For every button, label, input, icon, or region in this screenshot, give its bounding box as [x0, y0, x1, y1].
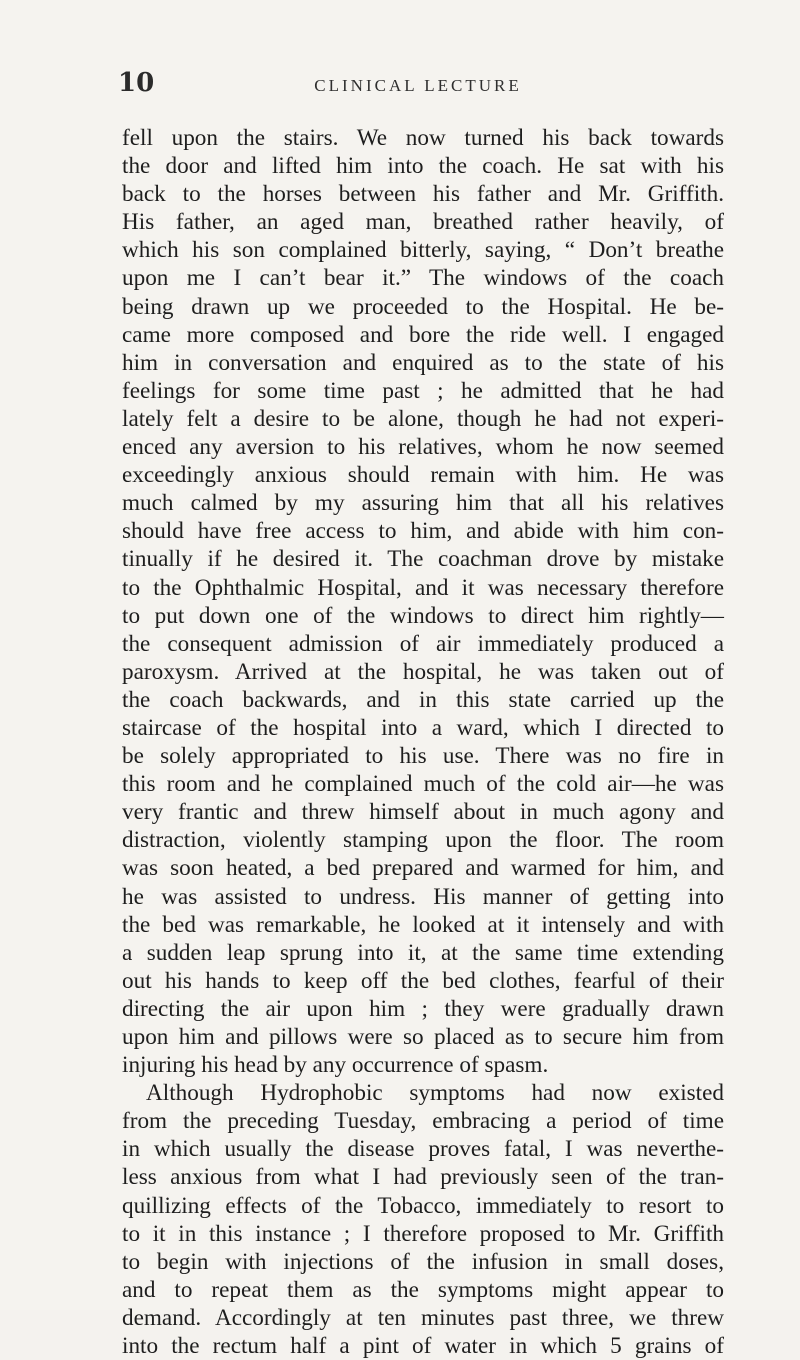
- text-line: paroxysm. Arrived at the hospital, he was taken out of: [122, 658, 724, 685]
- text-line: back to the horses between his father and Mr. Griffith.: [122, 181, 724, 208]
- text-line: very frantic and threw himself about in much agony and: [122, 799, 724, 826]
- running-title: CLINICAL LECTURE: [314, 76, 522, 95]
- text-line: and to repeat them as the symptoms might appear to: [122, 1276, 724, 1303]
- text-line: was soon heated, a bed prepared and warmed for him, and: [122, 855, 724, 882]
- text-line: to begin with injections of the infusion in small doses,: [122, 1248, 724, 1275]
- paragraph-start-line: Although Hydrophobic symptoms had now existed: [146, 1080, 724, 1107]
- page-number: 10: [118, 68, 155, 98]
- text-line: the bed was remarkable, he looked at it intensely and with: [122, 911, 724, 938]
- text-line: being drawn up we proceeded to the Hospital. He be-: [122, 293, 724, 320]
- text-line: him in conversation and enquired as to the state of his: [122, 349, 724, 376]
- text-line: fell upon the stairs. We now turned his back towards: [122, 125, 724, 151]
- text-line: a sudden leap sprung into it, at the same time extending: [122, 939, 724, 966]
- text-line: upon him and pillows were so placed as to secure him from: [122, 1024, 724, 1050]
- text-line: he was assisted to undress. His manner of getting into: [122, 883, 724, 910]
- text-line: the coach backwards, and in this state carried up the: [122, 686, 724, 713]
- text-line: this room and he complained much of the cold air—he was: [122, 771, 724, 798]
- running-head: [118, 68, 718, 108]
- text-line: to the Ophthalmic Hospital, and it was necessary therefore: [122, 574, 724, 601]
- text-line: enced any aversion to his relatives, whom he now seemed: [122, 434, 724, 461]
- text-line: the door and lifted him into the coach. He sat with his: [122, 153, 724, 180]
- text-line: lately felt a desire to be alone, though he had not experi-: [122, 405, 724, 432]
- text-line: to put down one of the windows to direct him rightly—: [122, 602, 724, 629]
- text-line: directing the air upon him ; they were gradually drawn: [122, 995, 724, 1022]
- text-line: tinually if he desired it. The coachman drove by mistake: [122, 546, 724, 573]
- text-line: should have free access to him, and abide with him con-: [122, 518, 724, 545]
- text-line: distraction, violently stamping upon the floor. The room: [122, 827, 724, 854]
- text-line: came more composed and bore the ride well. I engaged: [122, 321, 724, 348]
- text-line: less anxious from what I had previously seen of the tran-: [122, 1164, 724, 1191]
- paragraph-end-line: injuring his head by any occurrence of spasm.: [122, 1052, 549, 1079]
- text-line: feelings for some time past ; he admitted that he had: [122, 377, 724, 404]
- text-line: quillizing effects of the Tobacco, immediately to resort to: [122, 1192, 724, 1219]
- text-line: exceedingly anxious should remain with him. He was: [122, 462, 724, 489]
- text-line: upon me I can’t bear it.” The windows of the coach: [122, 265, 724, 292]
- body-text: [122, 124, 724, 1360]
- text-line: the consequent admission of air immediately produced a: [122, 630, 724, 657]
- text-line: staircase of the hospital into a ward, which I directed to: [122, 714, 724, 741]
- text-line: to it in this instance ; I therefore proposed to Mr. Griffith: [122, 1220, 724, 1247]
- text-line: in which usually the disease proves fatal, I was neverthe-: [122, 1136, 724, 1163]
- text-line: from the preceding Tuesday, embracing a period of time: [122, 1108, 724, 1135]
- text-line: into the rectum half a pint of water in which 5 grains of: [122, 1333, 724, 1360]
- text-line: be solely appropriated to his use. There was no fire in: [122, 743, 724, 770]
- text-line: much calmed by my assuring him that all his relatives: [122, 490, 724, 517]
- text-line: His father, an aged man, breathed rather heavily, of: [122, 209, 724, 236]
- text-line: which his son complained bitterly, saying, “ Don’t breathe: [122, 237, 724, 264]
- text-line: out his hands to keep off the bed clothes, fearful of their: [122, 967, 724, 994]
- text-line: demand. Accordingly at ten minutes past three, we threw: [122, 1304, 724, 1331]
